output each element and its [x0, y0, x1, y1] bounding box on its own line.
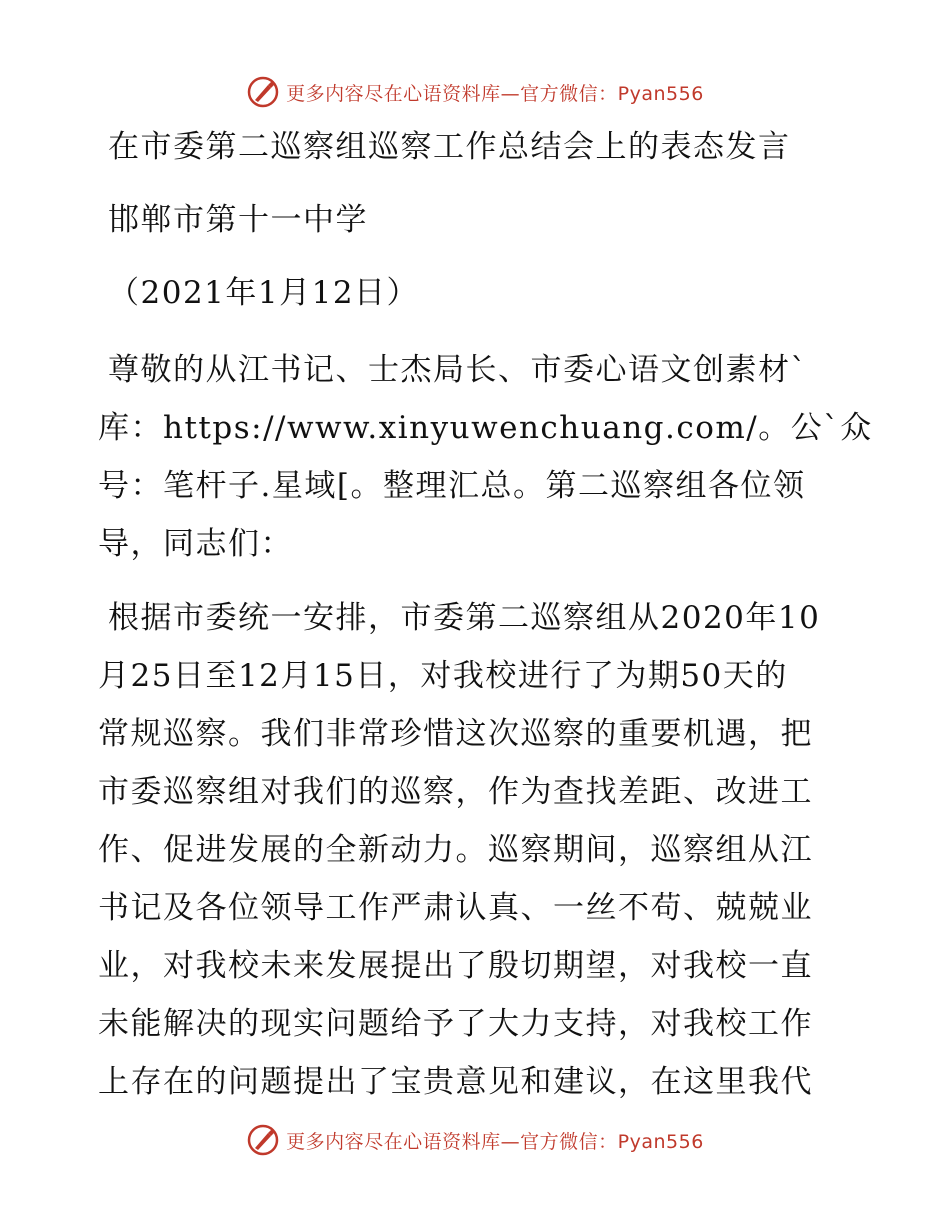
xinyu-logo-icon [246, 1123, 280, 1157]
body-line: 书记及各位领导工作严肃认真、一丝不苟、兢兢业 [98, 890, 813, 926]
document-date: （2021年1月12日） [108, 275, 420, 311]
body-line: 常规巡察。我们非常珍惜这次巡察的重要机遇，把 [98, 716, 813, 752]
footer-watermark-banner [0, 1120, 950, 1160]
body-line: 作、促进发展的全新动力。巡察期间，巡察组从江 [98, 832, 813, 868]
body-line: 上存在的问题提出了宝贵意见和建议，在这里我代 [98, 1064, 813, 1100]
body-line: 根据市委统一安排，市委第二巡察组从2020年10 [108, 600, 821, 636]
greeting-line: 导，同志们： [98, 526, 293, 562]
xinyu-logo-icon [246, 75, 280, 109]
body-line: 市委巡察组对我们的巡察，作为查找差距、改进工 [98, 774, 813, 810]
greeting-line: 库：https://www.xinyuwenchuang.com/。公`众 [98, 410, 873, 446]
greeting-line: 尊敬的从江书记、士杰局长、市委心语文创素材` [108, 352, 808, 388]
body-line: 业，对我校未来发展提出了殷切期望，对我校一直 [98, 948, 813, 984]
organization-name: 邯郸市第十一中学 [108, 202, 368, 238]
footer-watermark-text: 更多内容尽在心语资料库—官方微信：Pyan556 [286, 1130, 704, 1153]
greeting-line: 号：笔杆子.星域[。整理汇总。第二巡察组各位领 [98, 468, 806, 504]
body-line: 未能解决的现实问题给予了大力支持，对我校工作 [98, 1006, 813, 1042]
header-watermark-text: 更多内容尽在心语资料库—官方微信：Pyan556 [286, 82, 704, 105]
body-line: 月25日至12月15日，对我校进行了为期50天的 [98, 658, 788, 694]
document-title: 在市委第二巡察组巡察工作总结会上的表态发言 [108, 129, 791, 165]
header-watermark-banner [0, 72, 950, 112]
